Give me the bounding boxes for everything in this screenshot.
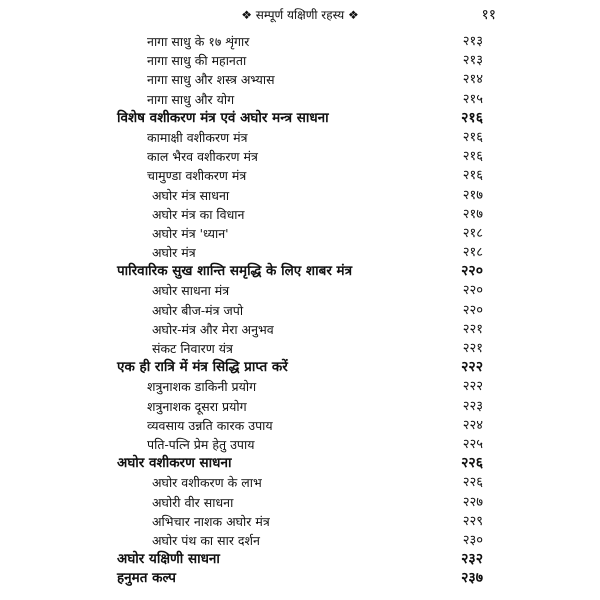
toc-entry-page: २३०: [462, 532, 483, 548]
toc-entry: [0, 51, 600, 70]
toc-entry-page: २२३: [462, 398, 483, 414]
toc-entry-page: २१८: [462, 225, 483, 241]
toc-entry: [0, 32, 600, 51]
toc-heading: [0, 358, 600, 377]
page-header: [0, 4, 600, 26]
toc-entry-page: २१५: [462, 91, 483, 107]
toc-entry: [0, 166, 600, 185]
toc-entry-title: विशेष वशीकरण मंत्र एवं अघोर मन्त्र साधना: [117, 109, 329, 126]
toc-entry-title: अघोर मंत्र: [152, 245, 196, 261]
toc-entry: [0, 339, 600, 358]
toc-entry: [0, 186, 600, 205]
page-number: ११: [481, 7, 496, 23]
toc-entry: [0, 416, 600, 435]
toc-entry-page: २२४: [462, 417, 483, 433]
toc-entry: [0, 531, 600, 550]
toc-entry-page: २२६: [462, 475, 483, 491]
toc-entry-page: २२६: [461, 455, 483, 472]
toc-entry-title: पारिवारिक सुख शान्ति समृद्धि के लिए शाबर मंत्र: [117, 263, 353, 280]
toc-entry-title: अघोर मंत्र साधना: [152, 187, 230, 203]
toc-entry: [0, 435, 600, 454]
table-of-contents: [0, 32, 600, 588]
toc-entry-page: २२५: [462, 436, 483, 452]
toc-entry: [0, 320, 600, 339]
toc-entry-title: अघोर बीज-मंत्र जपो: [152, 302, 244, 318]
toc-entry-title: नागा साधु की महानता: [147, 53, 247, 69]
toc-entry-page: २२१: [462, 341, 483, 356]
toc-entry-title: काल भैरव वशीकरण मंत्र: [147, 149, 258, 165]
toc-entry: [0, 90, 600, 109]
toc-heading: [0, 550, 600, 569]
toc-entry-title: अघोरी वीर साधना: [152, 494, 234, 510]
toc-entry-page: २२७: [462, 494, 483, 510]
toc-entry-page: २३७: [461, 570, 483, 587]
toc-entry-page: २१३: [462, 53, 483, 69]
toc-entry-title: हनुमत कल्प: [117, 570, 176, 587]
toc-entry-title: अभिचार नाशक अघोर मंत्र: [152, 513, 270, 529]
toc-entry-title: शत्रुनाशक दूसरा प्रयोग: [147, 398, 247, 414]
toc-entry-title: एक ही रात्रि में मंत्र सिद्धि प्राप्त करें: [117, 359, 288, 376]
toc-entry-page: २१४: [462, 72, 483, 88]
toc-entry: [0, 281, 600, 300]
toc-entry-page: २१६: [462, 149, 483, 165]
toc-entry-page: २२९: [462, 513, 483, 529]
toc-entry-title: चामुण्डा वशीकरण मंत्र: [147, 168, 247, 184]
toc-entry: [0, 493, 600, 512]
running-title: ❖ सम्पूर्ण यक्षिणी रहस्य ❖: [241, 8, 359, 22]
toc-entry: [0, 243, 600, 262]
toc-entry-page: २१८: [462, 245, 483, 261]
toc-entry-page: २२१: [462, 321, 483, 337]
toc-entry-title: अघोर मंत्र का विधान: [152, 206, 245, 222]
toc-entry-title: शत्रुनाशक डाकिनी प्रयोग: [147, 379, 257, 395]
toc-entry-title: नागा साधु के १७ शृंगार: [147, 34, 250, 49]
toc-entry-page: २१७: [462, 206, 483, 222]
toc-entry-page: २१६: [461, 109, 483, 126]
toc-entry-page: २२२: [461, 359, 483, 376]
toc-entry-title: अघोर यक्षिणी साधना: [117, 551, 220, 568]
toc-entry: [0, 397, 600, 416]
toc-heading: [0, 454, 600, 473]
toc-entry-page: २१६: [462, 129, 483, 145]
toc-entry-title: अघोर मंत्र 'ध्यान': [152, 225, 229, 241]
toc-heading: [0, 262, 600, 281]
toc-entry: [0, 512, 600, 531]
toc-entry: [0, 377, 600, 396]
toc-heading: [0, 569, 600, 588]
toc-entry-page: २१७: [462, 187, 483, 203]
toc-entry-title: अघोर पंथ का सार दर्शन: [152, 532, 260, 548]
toc-entry-title: अघोर वशीकरण के लाभ: [152, 475, 262, 491]
toc-entry: [0, 224, 600, 243]
toc-entry-title: कामाक्षी वशीकरण मंत्र: [147, 129, 248, 145]
toc-entry-page: २२०: [462, 302, 483, 318]
toc-heading: [0, 109, 600, 128]
toc-entry-page: २२०: [461, 263, 483, 280]
toc-entry-page: २१६: [462, 168, 483, 184]
toc-entry-title: अघोर वशीकरण साधना: [117, 455, 232, 472]
toc-entry-title: नागा साधु और योग: [147, 91, 235, 107]
toc-entry: [0, 301, 600, 320]
toc-entry: [0, 147, 600, 166]
toc-entry: [0, 473, 600, 492]
toc-entry-title: नागा साधु और शस्त्र अभ्यास: [147, 72, 275, 88]
toc-entry-title: पति-पत्नि प्रेम हेतु उपाय: [147, 436, 255, 452]
toc-entry-page: २३२: [461, 551, 483, 568]
toc-entry: [0, 205, 600, 224]
toc-entry: [0, 128, 600, 147]
toc-entry-title: अघोर साधना मंत्र: [152, 283, 230, 299]
toc-entry-page: २२२: [462, 379, 483, 395]
toc-entry-page: २१३: [462, 34, 483, 49]
toc-entry: [0, 70, 600, 89]
toc-entry-title: अघोर-मंत्र और मेरा अनुभव: [152, 321, 274, 337]
toc-entry-page: २२०: [462, 283, 483, 299]
toc-entry-title: व्यवसाय उन्नति कारक उपाय: [147, 417, 273, 433]
toc-entry-title: संकट निवारण यंत्र: [152, 341, 233, 356]
